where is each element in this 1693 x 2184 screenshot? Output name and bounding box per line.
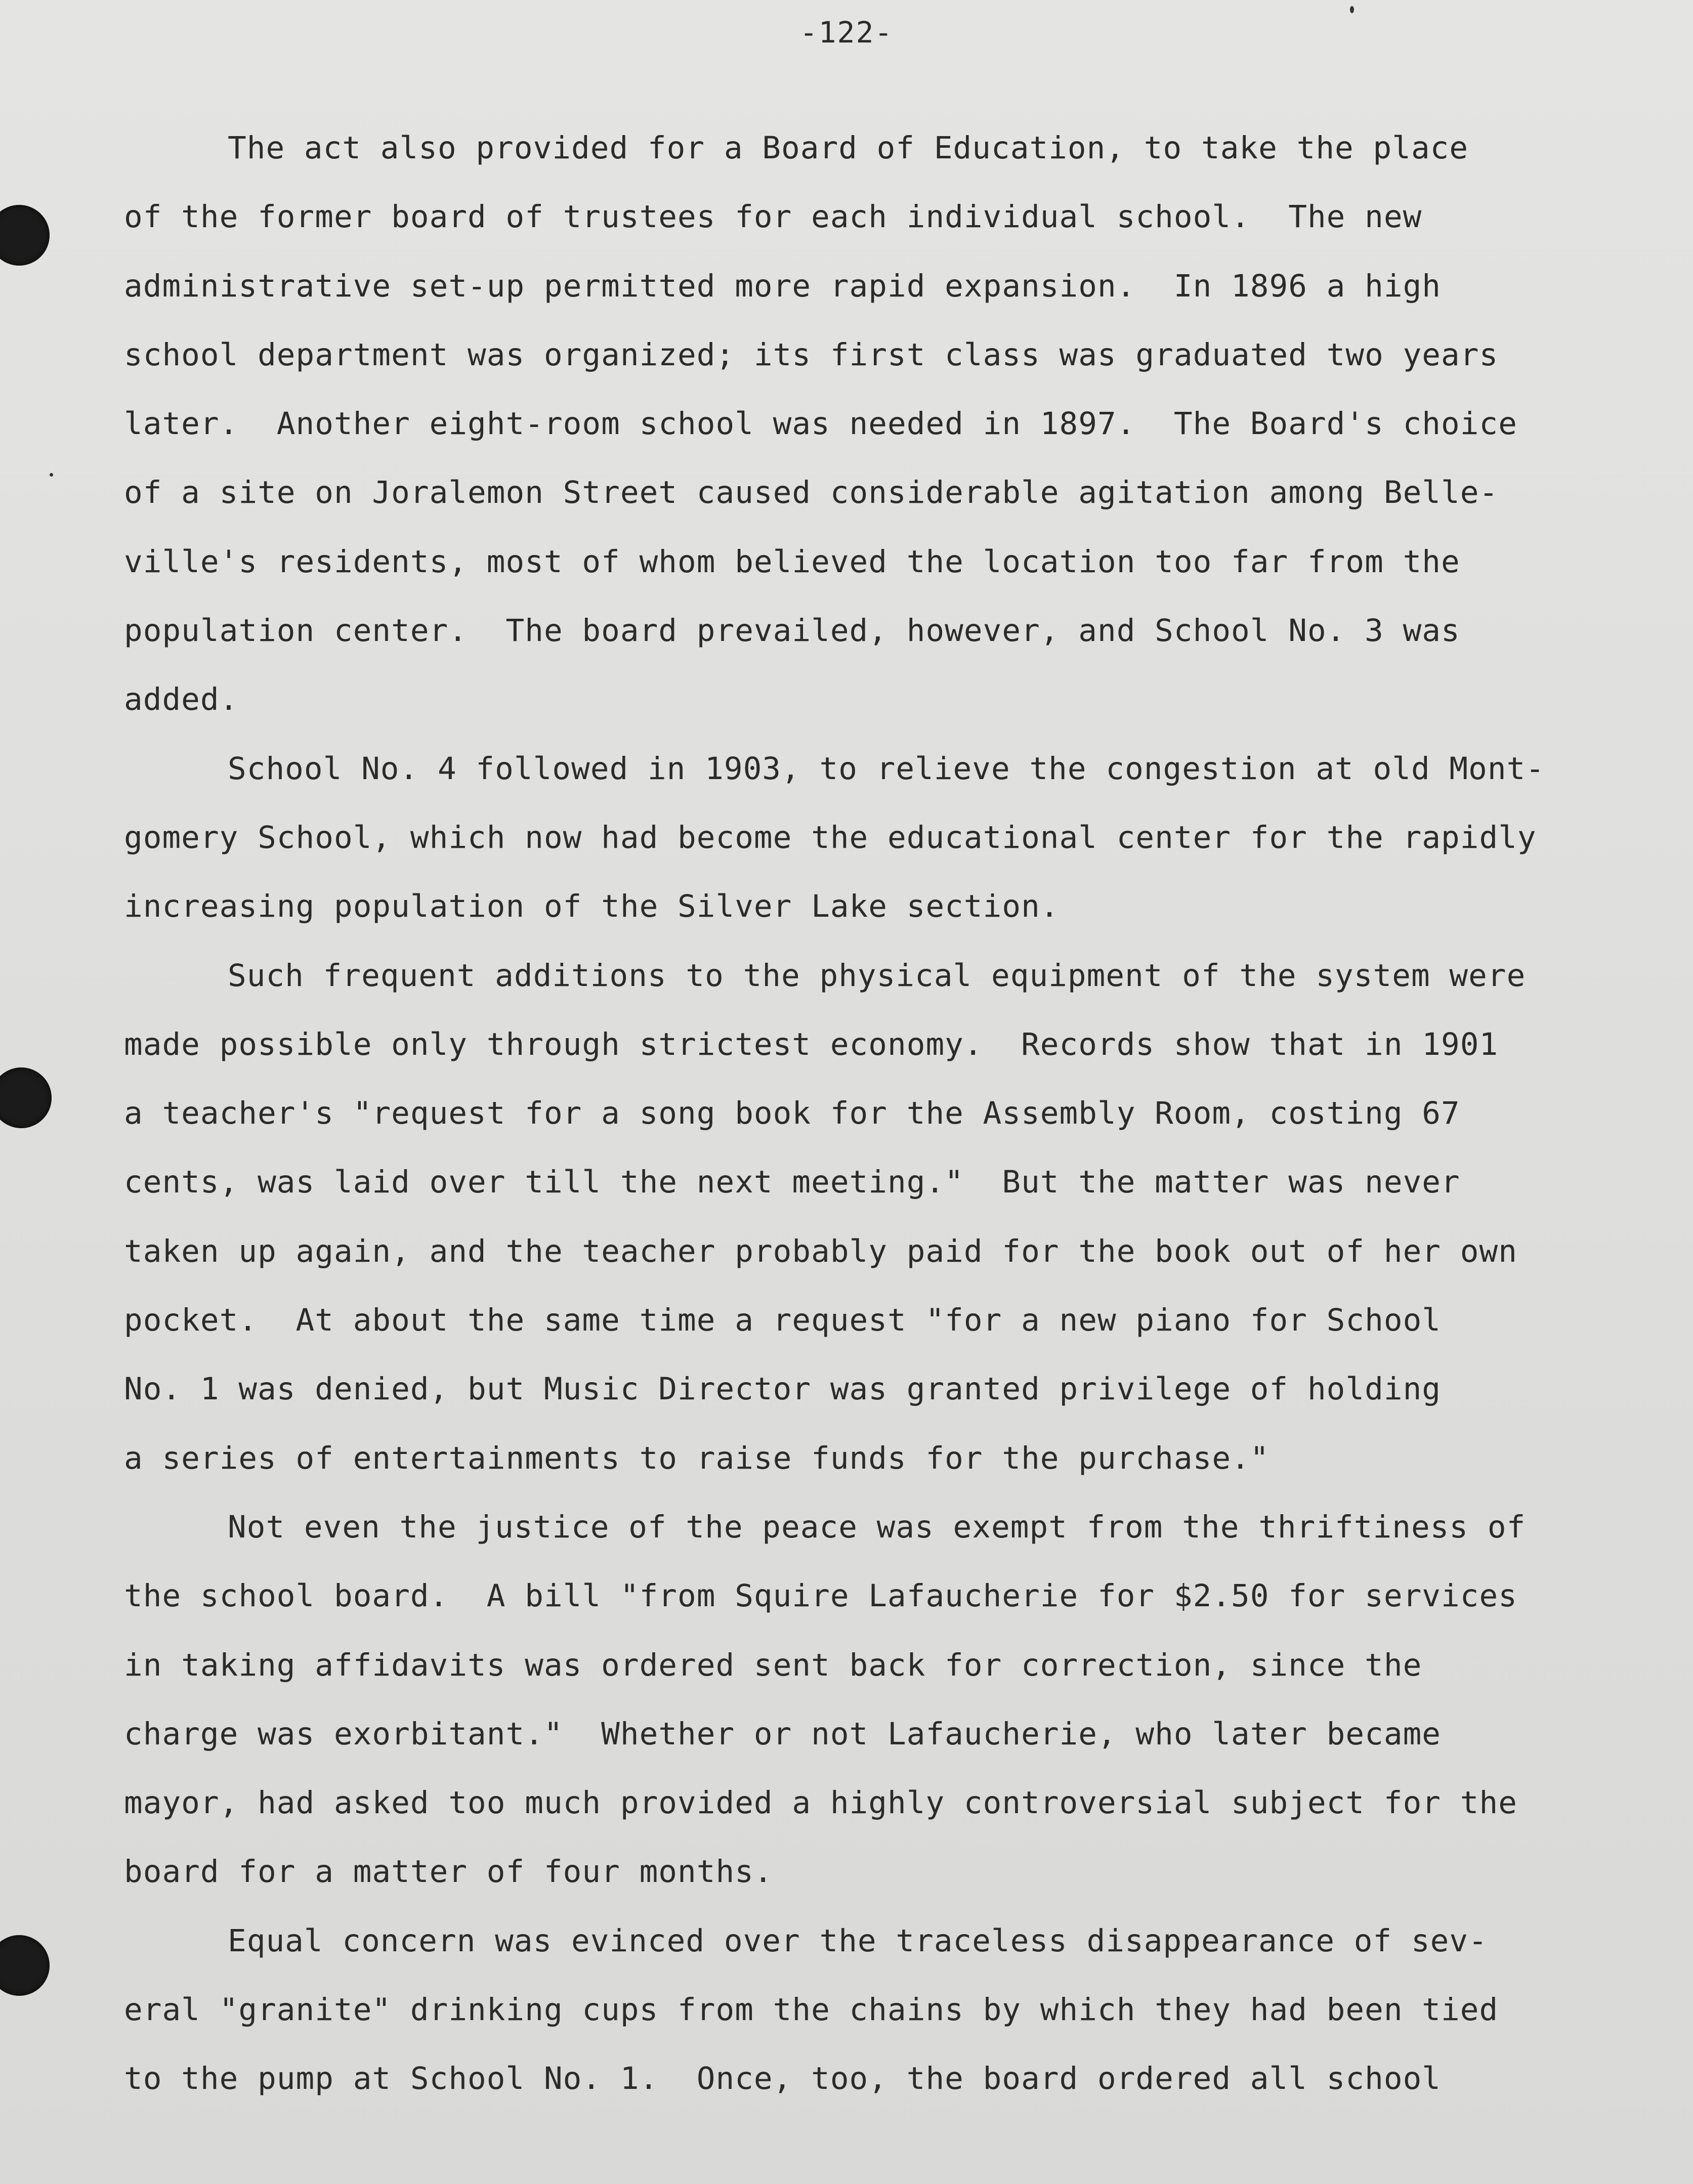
text-line: school department was organized; its first class was graduated two years — [124, 336, 1499, 373]
paper-speck — [1350, 6, 1354, 13]
text-line: in taking affidavits was ordered sent back for correction, since the — [124, 1647, 1422, 1683]
text-line: Not even the justice of the peace was exempt from the thriftiness of — [228, 1509, 1526, 1545]
text-line: made possible only through strictest economy. Records show that in 1901 — [124, 1026, 1499, 1062]
text-line: mayor, had asked too much provided a highly controversial subject for the — [124, 1785, 1517, 1821]
text-line: eral "granite" drinking cups from the chains by which they had been tied — [124, 1992, 1499, 2028]
punch-hole — [0, 205, 50, 266]
text-line: taken up again, and the teacher probably paid for the book out of her own — [124, 1233, 1517, 1269]
text-line: charge was exorbitant." Whether or not Lafaucherie, who later became — [124, 1716, 1442, 1752]
text-line: School No. 4 followed in 1903, to relieve the congestion at old Mont- — [228, 750, 1545, 787]
text-line: administrative set-up permitted more rapid expansion. In 1896 a high — [124, 268, 1442, 304]
text-line: ville's residents, most of whom believed the location too far from the — [124, 543, 1460, 580]
text-line: a series of entertainments to raise funds for the purchase." — [124, 1440, 1269, 1476]
text-line: gomery School, which now had become the educational center for the rapidly — [124, 819, 1537, 855]
punch-hole — [0, 1935, 50, 1996]
text-line: of the former board of trustees for each individual school. The new — [124, 199, 1422, 235]
document-body — [124, 114, 1652, 2114]
text-line: to the pump at School No. 1. Once, too, the board ordered all school — [124, 2061, 1442, 2097]
text-line: added. — [124, 681, 239, 718]
page-number: -122- — [799, 15, 894, 50]
text-line: the school board. A bill "from Squire Lafaucherie for $2.50 for services — [124, 1578, 1517, 1614]
text-line: pocket. At about the same time a request "for a new piano for School — [124, 1302, 1442, 1339]
text-line: later. Another eight-room school was needed in 1897. The Board's choice — [124, 406, 1517, 442]
text-line: of a site on Joralemon Street caused considerable agitation among Belle- — [124, 475, 1499, 511]
text-line: population center. The board prevailed, however, and School No. 3 was — [124, 613, 1460, 649]
text-line: Equal concern was evinced over the traceless disappearance of sev- — [228, 1922, 1488, 1959]
text-line: cents, was laid over till the next meeting." But the matter was never — [124, 1164, 1460, 1201]
text-line: increasing population of the Silver Lake section. — [124, 888, 1060, 925]
text-line: a teacher's "request for a song book for the Assembly Room, costing 67 — [124, 1095, 1460, 1132]
punch-hole — [0, 1067, 52, 1128]
text-line: Such frequent additions to the physical equipment of the system were — [228, 957, 1526, 994]
text-line: The act also provided for a Board of Education, to take the place — [228, 130, 1469, 166]
text-line: No. 1 was denied, but Music Director was granted privilege of holding — [124, 1371, 1442, 1407]
paper-speck — [50, 473, 53, 477]
text-line: board for a matter of four months. — [124, 1854, 773, 1890]
